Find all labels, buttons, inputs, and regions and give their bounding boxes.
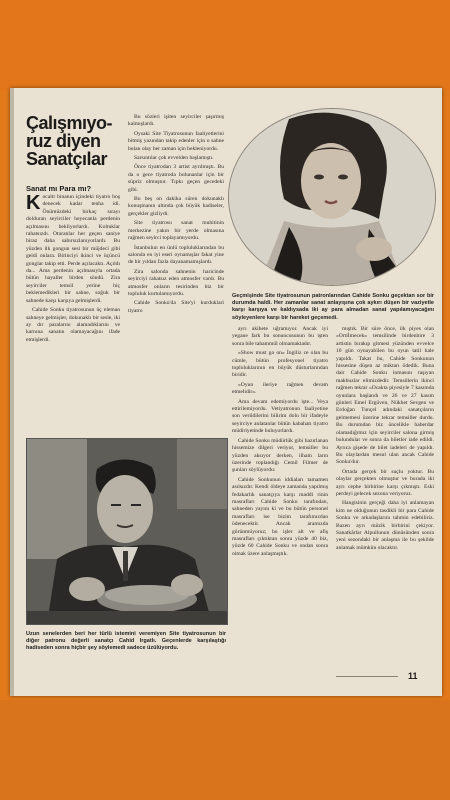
photo-caption-bottom: Uzun senelerden beri her türlü istemini veremiyen Site tiyatrosunun bir diğer patronu değerli sanatçı Cahid Irgatlı. Geçenlerde karşılaştığı hadiseden sonra hiçbir şey söylemedi sadece üzülüyordu. <box>26 631 226 652</box>
column-c-paragraph-3: «Oyun ileriye rağmen devam etmelidir». <box>232 381 328 396</box>
article-column-a <box>26 194 120 429</box>
column-d-paragraph-3: Hangisinin gerçeği daha iyi anlamayan kim ne olduğunun tasdikli bir para Cahide Sonku ve arkadaşlarını tahmin edebiliriz. Bazen ayrı müzik birbirini çekiyor. Sanatkârlar Alpullunun dünüsünden sonra yeni sezondaki bir anlaşma ile bu şekilde anlamak mümkün olacaktır. <box>336 500 434 551</box>
man-eating-illustration <box>27 439 227 624</box>
page-number: 11 <box>408 671 418 681</box>
column-b-paragraph-2: Oysaki Site Tiyatrosunun faaliyetlerini bitmiş yazından takip edenler için o sahne bulan olay her zaman için bekleniyordu. <box>128 130 224 152</box>
column-c-paragraph-1: ayrı akibete uğramıyor. Ancak iyi yegane fark bu sonuncusunun bu işten sonra bile tahammül olmamaktadır. <box>232 326 328 347</box>
photo-cahid-irgatli-eating <box>26 438 228 625</box>
column-b-paragraph-5: Bu beş on dakika süren dokunaklı konuşmanın altında çok büyük hadiseler, gerçekler gizliydi. <box>128 196 224 217</box>
column-b-paragraph-9: Cahide Sonku'da Site'yi kurduklari tiyatro <box>128 300 224 314</box>
photo-caption-top: Geçmişinde Site tiyatrosunun patronlarından Cahide Sonku geçektan sor bir durumda haldi. Her zamanlar sanat anlayışına çok aykırı düşen bir vaziyetle karşı karşıya ve kaldıysada iki ay para almadan sanat yapılamıyacağını söyleyenlere karşı bir hareket geçemedi. <box>232 293 434 321</box>
column-d-paragraph-2: Ortada gerçek bir suçlu yoktur. Bu olaylar gerçekten olmuştur ve burada iki ayrı cephe birbirine karşı çıkmıştı. Eski perdeyi gelecek sezona veriyoruz. <box>336 468 434 497</box>
footer-rule <box>336 676 398 677</box>
column-b-paragraph-6: Site tiyatrosu sanat muhitinin merkezine yakın bir yerde olmasına rağmen seyirci toplayamıyordu. <box>128 220 224 242</box>
column-a-paragraph-1: ocaltr binanın içindeki tiyatro boş denecek kadar tenha idi. Önümüzdeki birkaç sırayı dolduran seyirciler heyecanla perdenin açılmasını bekliyorlardı. Koltuklar rahatsızdı. Oturanlar her geçen saniye biraz daha sabırsızlanıyorlardı. Bu yüzden ilk gongun sesi bir müjdeci gibi geldi onlara. Birinciyi ikinci ve üçüncü gonglar takip etti. Perde açılacaktı. Açıldı da... Ama perdenin açılmasıyla ortada bütün hayaller birden söndü. Zira seyirciler temsil yerine hiç beklemedikleri bir sahne, soğuk bir sahnede karşı karşıya gelmişlerdi. <box>26 194 120 304</box>
orange-backdrop-bottom <box>0 700 450 800</box>
article-subtitle: Sanat mı Para mı? <box>26 184 92 193</box>
column-c-paragraph-6: Cahide Sonkunun iddiaları tamamen asılsızdır. Kendi öldeye zamanda yapılmış fedakarlık sanatçıya karşı maddi rinin masrafları Cahide Sonku tarafından, sahneden yayını ki ve bu bütün personel masrafları ise bizim tarafımızdan ödenecektir. Ancak aramızda görünmüyoruz; bu işler alt ve afiş masrafları çıktıktan sonra yüzde 40 biz, yüzde 60 Cahide Sonku ve ondan sonra olmak üzere anlaşmıştık. <box>232 476 328 557</box>
orange-backdrop-top <box>0 0 450 90</box>
portrait-photo-cahide-sonku <box>228 108 436 286</box>
magazine-page <box>10 88 442 696</box>
portrait-woman-illustration <box>229 109 435 285</box>
column-a-paragraph-2: Cahide Sonku tiyatrosunun üç eleman sahneye gelmişler, dokunaklı bir sesle, iki ay dır paralarını alamadıklarını ve karnına sanatın olamayacağını ifade etmişlerdi. <box>26 307 120 343</box>
article-column-b <box>128 114 224 404</box>
column-b-paragraph-7: İstanbulun en ünlü topluluklarından bu salonda en iyi eseri oynamışlar fakat yine de bir yıldan fazla dayanamamışlardı. <box>128 244 224 266</box>
column-b-paragraph-8: Zira salonda sahnenin haricinde seyirciyi rahatsız eden atmosfer vardı. Bu atmosfer onların tesirinden biz bir topluluk kurtulamıyordu. <box>128 268 224 297</box>
column-b-paragraph-3: Sarsıntılar çok evvelden başlamıştı. <box>134 155 214 162</box>
column-b-paragraph-4: Önce tiyatrodan 3 artist ayrılmıştı. Bu da o gece tiyatroda bulunanlar için bir süpriz olmuştur. Tıpkı geçen gecedeki gibi. <box>128 164 224 193</box>
drop-cap-letter: K <box>26 194 41 214</box>
article-column-c <box>232 326 328 681</box>
article-column-d <box>336 326 434 671</box>
article-title: Çalışmıyo- ruz diyen Sanatçılar <box>26 113 113 169</box>
column-c-paragraph-4: Ama devam edemiyordu işte... Veya ettirilemiyordu. Vetiyatronun faaliyetine son verildilerini bilirim dolu bir ifadeyle seyirciye anlatanlar bütün kabahatı tiyatro müdiriyetinde buluyorlardı. <box>232 398 328 435</box>
column-c-paragraph-2: «Show must go on» İngiliz ce olan bu cümle, bütün profesyonel tiyatro topluluklarının en büyük düsturlarından biridir. <box>232 350 328 379</box>
column-b-paragraph-1: Bu sözleri işiten seyirciler şaşırmış kalmışlardı. <box>128 114 224 128</box>
column-d-paragraph-1: mıştık. Bir süre önce, ilk piyes olan «Ortiİmecek» temsilinde birdenbire 3 artistin bırakıp gitmesi yüzünden evvelce 10 gün oynayabilen bu oyun tatil hale yapıldı. Takat bu, Cahide Sonkunun hissesine düşen az miktarı ödedik. Buna dair Cahide Sonku inmasını taşıyan makbuzlar elimizdedir. Temsillerin ikinci rağmen tekrar «Ocakta piyesiyle 7 kasımda oyunlara başlandı ve 26 ve 27 kasım günleri Emel Ergüven, Nükhet Sevgen ve Erdoğan Tunçel adındaki sanatçıların gelmemesi üzerine tekrar temsiller durdu. Bu durumdan biz öncelikle haberdar olamadığımız için seyirciler salona girmiş bulundular ve sonra da biletler iade edildi. Ayrıca gişede de bilet iadeleri de yapıldı. Bu olaylardan mesul ulan ancak Cahide Sonku'dur. <box>336 326 434 466</box>
page-binding-edge <box>10 88 14 696</box>
column-c-paragraph-5: Cahide Sonku müdürlük gibi hazırlanan hissemize dilgeri veriyor, temsiller bu yüzden aksıyor derken, ilham ların üzerinde toplandığı Cemil Filmer de şunları söylüyordu: <box>232 437 328 474</box>
